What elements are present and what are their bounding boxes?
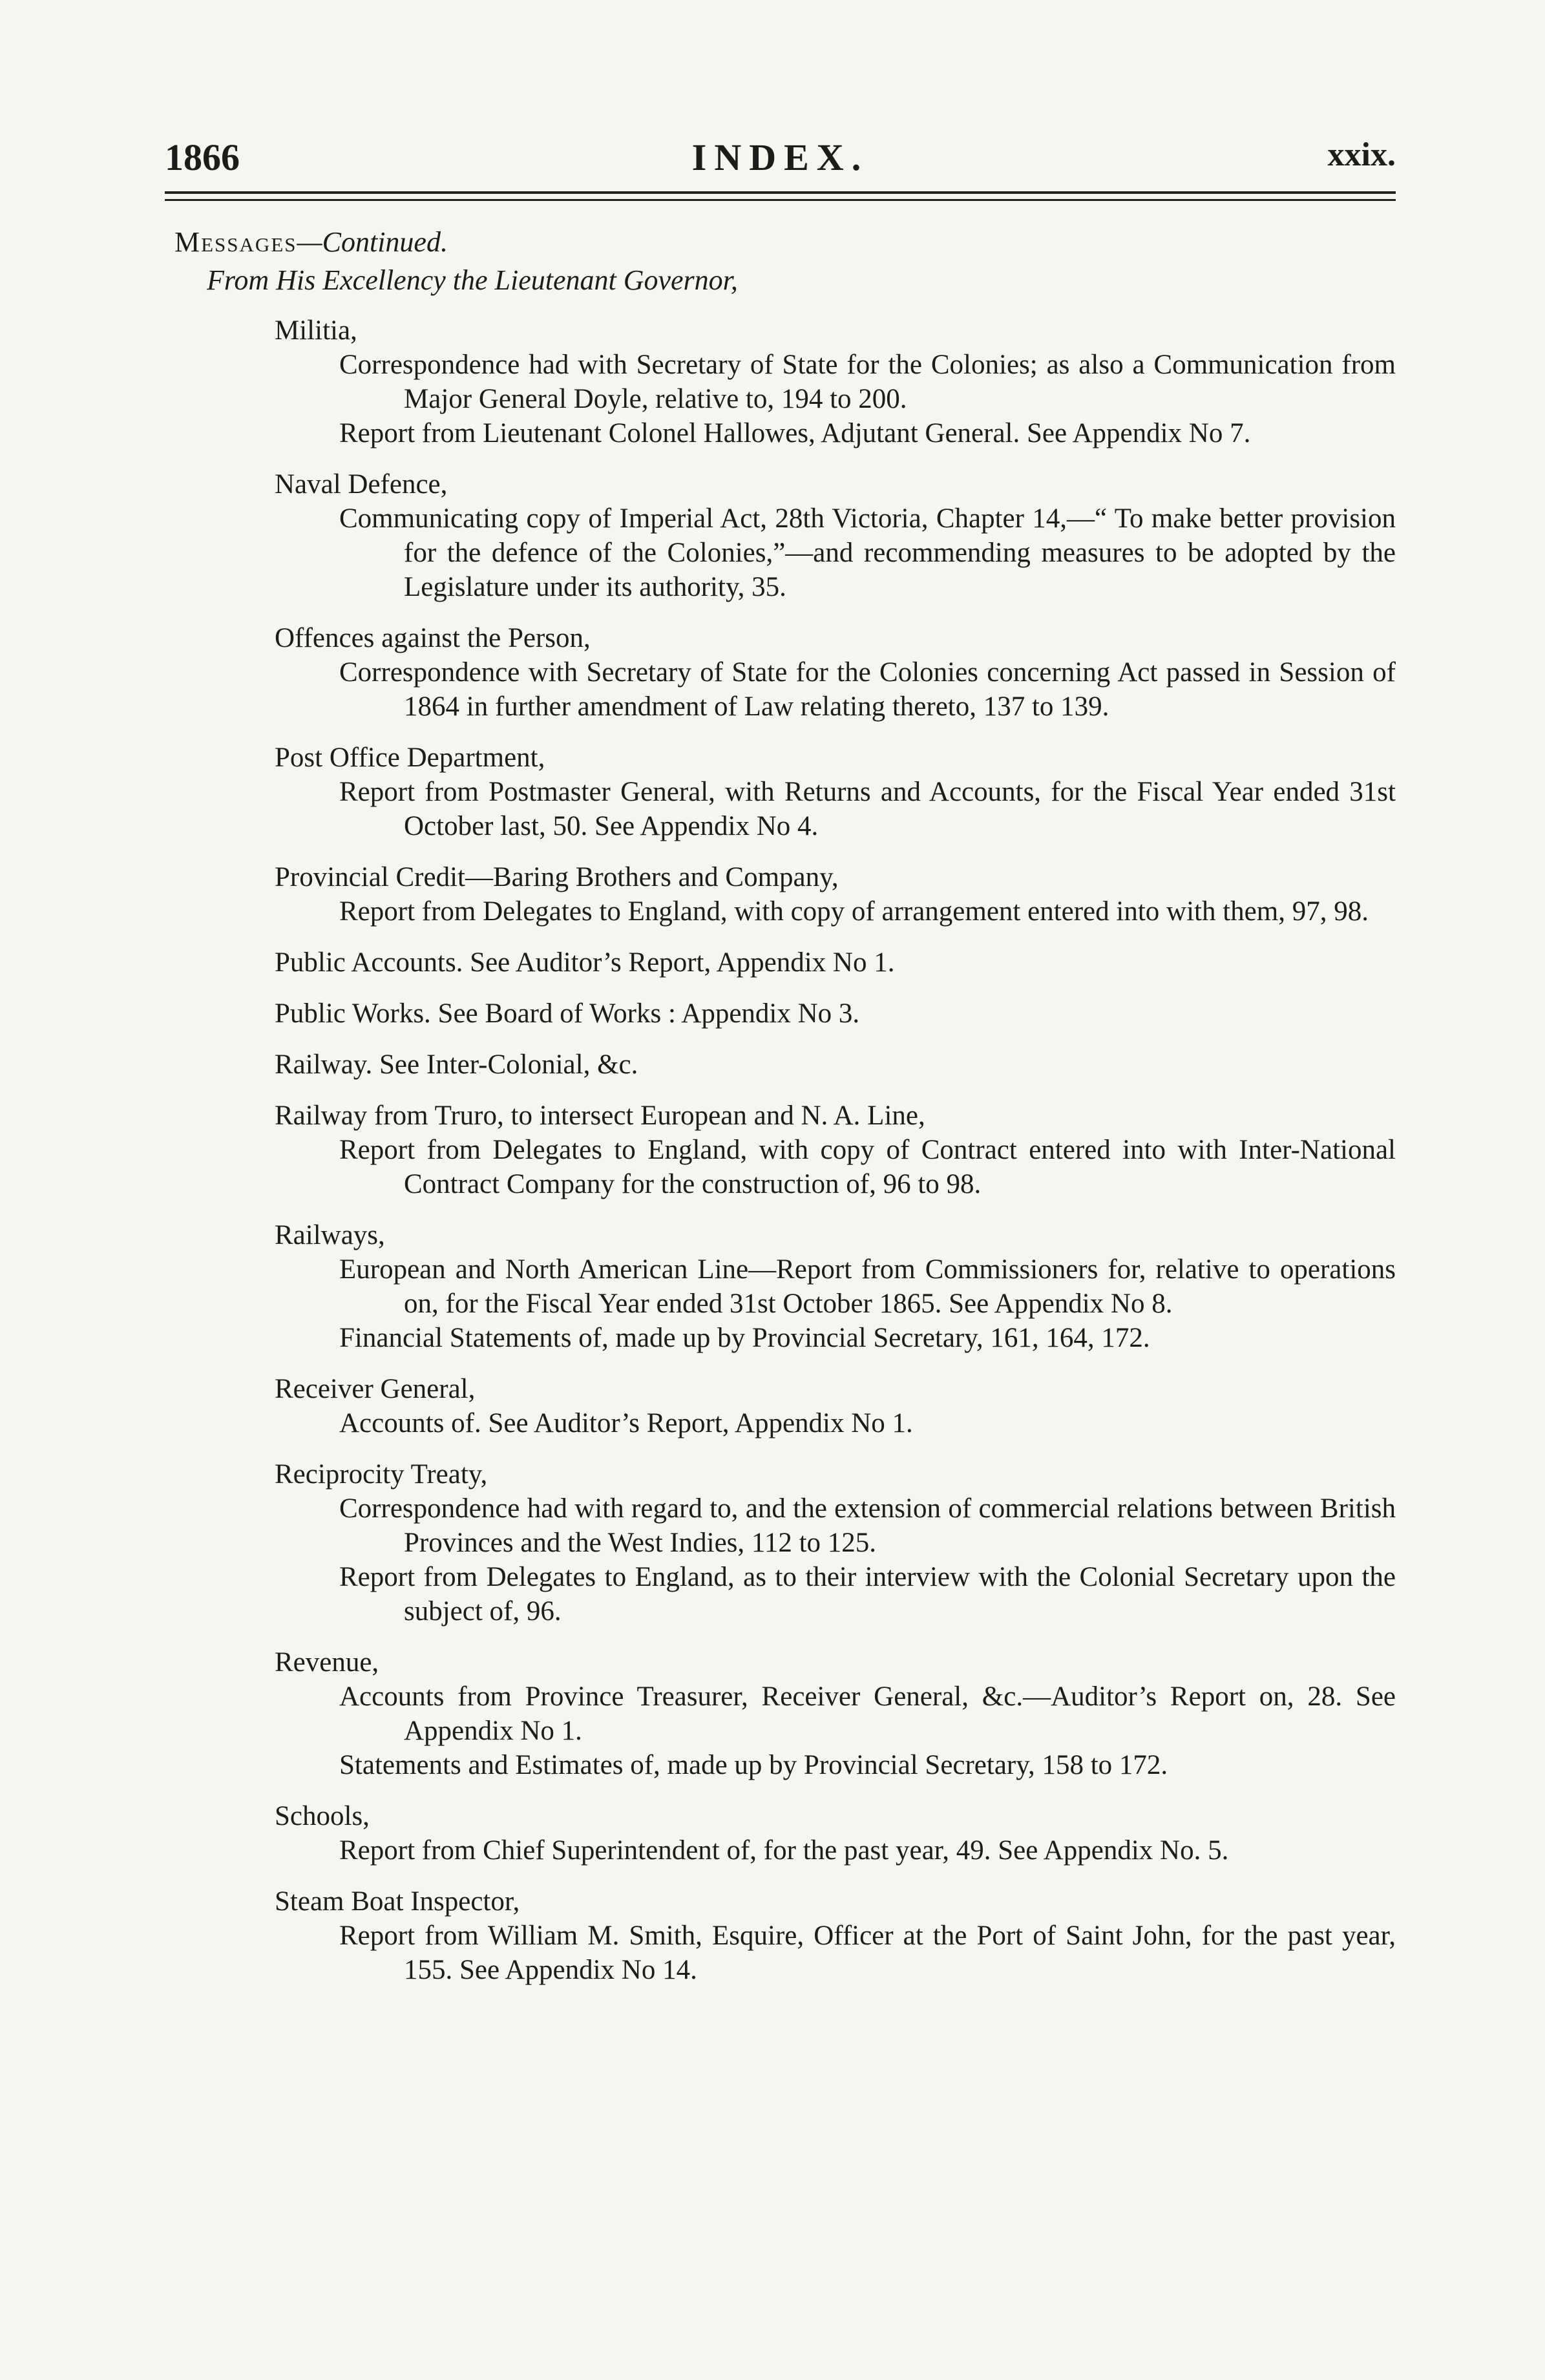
entry-term: Reciprocity Treaty, <box>275 1459 488 1490</box>
header-year: 1866 <box>165 136 240 178</box>
entry-subentry: Report from Delegates to England, as to their interview with the Colonial Secretary upon the subject of, 96. <box>339 1562 1396 1627</box>
index-entry <box>165 1457 1396 1628</box>
index-entry <box>165 1099 1396 1201</box>
index-entries <box>165 313 1396 1987</box>
entry-term: Militia, <box>275 315 357 346</box>
entry-term: Schools, <box>275 1801 370 1831</box>
entry-subentry: Communicating copy of Imperial Act, 28th Victoria, Chapter 14,—“ To make better provision for the defence of the Colonies,”—and recommending measures to be adopted by the Legislature under its authority, 35. <box>339 503 1396 602</box>
index-entry <box>165 1884 1396 1987</box>
index-entry <box>165 945 1396 980</box>
index-entry <box>165 313 1396 450</box>
index-entry <box>165 1372 1396 1440</box>
entry-term: Railway. See Inter-Colonial, &c. <box>275 1049 638 1080</box>
entry-term: Railways, <box>275 1220 385 1250</box>
index-entry <box>165 1645 1396 1782</box>
section-continued: —Continued. <box>297 226 448 258</box>
index-entry <box>165 1048 1396 1082</box>
entry-term: Provincial Credit—Baring Brothers and Company, <box>275 862 839 892</box>
entry-term: Steam Boat Inspector, <box>275 1886 520 1917</box>
entry-subentry: Correspondence had with Secretary of State for the Colonies; as also a Communication from Major General Doyle, relative to, 194 to 200. <box>339 350 1396 414</box>
entry-subentry: Accounts from Province Treasurer, Receiver General, &c.—Auditor’s Report on, 28. See Appendix No 1. <box>339 1681 1396 1746</box>
entry-subentry: European and North American Line—Report from Commissioners for, relative to operations on, for the Fiscal Year ended 31st October 1865. See Appendix No 8. <box>339 1254 1396 1319</box>
section-heading <box>165 226 1396 258</box>
page-header <box>165 129 1396 187</box>
entry-subentry: Report from Postmaster General, with Returns and Accounts, for the Fiscal Year ended 31st October last, 50. See Appendix No 4. <box>339 777 1396 841</box>
index-entry <box>165 1799 1396 1868</box>
page-content <box>165 129 1396 1987</box>
index-entry <box>165 1218 1396 1355</box>
entry-term: Naval Defence, <box>275 469 448 500</box>
entry-term: Post Office Department, <box>275 742 545 773</box>
entry-term: Receiver General, <box>275 1374 476 1404</box>
entry-subentry: Report from Delegates to England, with copy of Contract entered into with Inter-National Contract Company for the construction of, 96 to 98. <box>339 1135 1396 1199</box>
header-rule-second <box>165 199 1396 201</box>
entry-term: Railway from Truro, to intersect European and N. A. Line, <box>275 1100 925 1131</box>
entry-subentry: Statements and Estimates of, made up by Provincial Secretary, 158 to 172. <box>339 1750 1168 1780</box>
entry-subentry: Financial Statements of, made up by Provincial Secretary, 161, 164, 172. <box>339 1323 1150 1353</box>
header-page-number: xxix. <box>1327 136 1396 173</box>
entry-subentry: Accounts of. See Auditor’s Report, Appendix No 1. <box>339 1408 913 1438</box>
index-entry <box>165 996 1396 1031</box>
entry-subentry: Report from Delegates to England, with copy of arrangement entered into with them, 97, 98. <box>339 896 1369 927</box>
entry-term: Revenue, <box>275 1647 379 1678</box>
entry-subentry: Correspondence had with regard to, and the extension of commercial relations between British Provinces and the West Indies, 112 to 125. <box>339 1493 1396 1558</box>
entry-subentry: Report from Lieutenant Colonel Hallowes, Adjutant General. See Appendix No 7. <box>339 418 1251 448</box>
index-entry <box>165 741 1396 843</box>
index-entry <box>165 467 1396 604</box>
section-name: Messages <box>174 226 297 258</box>
header-title: INDEX. <box>691 136 869 178</box>
entry-term: Public Works. See Board of Works : Appendix No 3. <box>275 998 860 1029</box>
section-from-line: From His Excellency the Lieutenant Governor, <box>207 264 738 296</box>
entry-subentry: Report from Chief Superintendent of, for the past year, 49. See Appendix No. 5. <box>339 1835 1229 1866</box>
index-entry <box>165 860 1396 929</box>
entry-term: Public Accounts. See Auditor’s Report, Appendix No 1. <box>275 947 895 978</box>
entry-subentry: Report from William M. Smith, Esquire, Officer at the Port of Saint John, for the past year, 155. See Appendix No 14. <box>339 1921 1396 1985</box>
entry-subentry: Correspondence with Secretary of State for the Colonies concerning Act passed in Session of 1864 in further amendment of Law relating thereto, 137 to 139. <box>339 657 1396 722</box>
header-rule <box>165 191 1396 194</box>
index-entry <box>165 621 1396 724</box>
entry-term: Offences against the Person, <box>275 623 591 653</box>
